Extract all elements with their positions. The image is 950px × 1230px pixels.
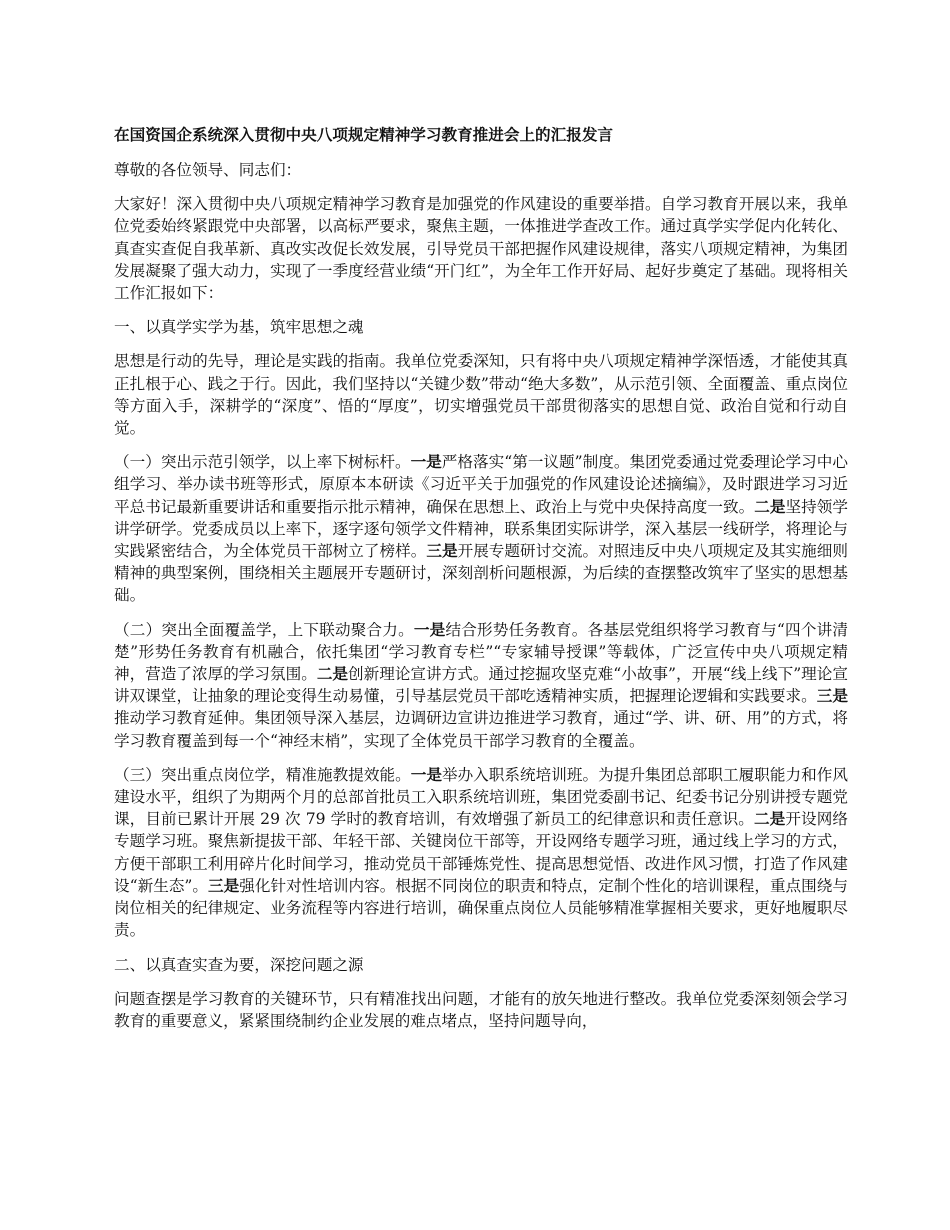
- subsection-lead: （二）突出全面覆盖学，上下联动聚合力。: [114, 620, 414, 639]
- section-2-intro: 问题查摆是学习教育的关键环节，只有精准找出问题，才能有的放矢地进行整改。我单位党委深刻领会学习教育的重要意义，紧紧围绕制约企业发展的难点堵点，坚持问题导向，: [114, 989, 848, 1030]
- keyword-first: 一是: [413, 619, 446, 639]
- keyword-second: 二是: [316, 664, 349, 684]
- document-page: [114, 124, 848, 1044]
- keyword-third: 三是: [816, 686, 848, 706]
- paragraph-text: 强化针对性培训内容。根据不同岗位的职责和特点，定制个性化的培训课程，重点围绕与岗位相关的纪律规定、业务流程等内容进行培训，确保重点岗位人员能够精准掌握相关要求，更好地履职尽责。: [114, 876, 848, 940]
- paragraph-text: 举办入职系统培训班。为提升集团总部职工履职能力和作风建设水平，组织了为期两个月的总部首批员工入职系统培训班，集团党委副书记、纪委书记分别讲授专题党课，目前已累计开展 29 次 79 学时的教育培训，有效增强了新员工的纪律意识和责任意识。: [114, 765, 848, 829]
- paragraph-text: 推动学习教育延伸。集团领导深入基层，边调研边宣讲边推进学习教育，通过“学、讲、研、用”的方式，将学习教育覆盖到每一个“神经末梢”，实现了全体党员干部学习教育的全覆盖。: [114, 709, 848, 750]
- keyword-third: 三是: [208, 875, 240, 895]
- paragraph-text: 坚持领学讲学研学。党委成员以上率下，逐字逐句领学文件精神，联系集团实际讲学，深入基层一线研学，将理论与实践紧密结合，为全体党员干部树立了榜样。: [114, 497, 848, 561]
- section-1-paragraph-1: [114, 451, 848, 606]
- keyword-second: 二是: [753, 809, 786, 829]
- section-2-heading: 二、以真查实查为要，深挖问题之源: [114, 955, 364, 974]
- document-title: 在国资国企系统深入贯彻中央八项规定精神学习教育推进会上的汇报发言: [114, 126, 614, 144]
- keyword-second: 二是: [754, 496, 786, 516]
- section-1-heading: 一、以真学实学为基，筑牢思想之魂: [114, 318, 364, 337]
- keyword-first: 一是: [410, 764, 442, 784]
- salutation: 尊敬的各位领导、同志们：: [114, 161, 302, 179]
- section-1-paragraph-3: [114, 764, 848, 942]
- keyword-first: 一是: [410, 452, 442, 472]
- paragraph-text: 开设网络专题学习班。聚焦新提拔干部、年轻干部、关键岗位干部等，开设网络专题学习班，通过线上学习的方式，方便干部职工利用碎片化时间学习，推动党员干部锤炼党性、提高思想觉悟、改进作风习惯，打造了作风建设“新生态”。: [114, 810, 848, 895]
- intro-paragraph: 大家好！深入贯彻中央八项规定精神学习教育是加强党的作风建设的重要举措。自学习教育开展以来，我单位党委始终紧跟党中央部署，以高标严要求，聚焦主题，一体推进学查改工作。通过真学实学促内化转化、真查实查促自我革新、真改实改促长效发展，引导党员干部把握作风建设规律，落实八项规定精神，为集团发展凝聚了强大动力，实现了一季度经营业绩“开门红”，为全年工作开好局、起好步奠定了基础。现将相关工作汇报如下：: [114, 195, 848, 303]
- section-1-paragraph-2: [114, 619, 848, 752]
- subsection-lead: （三）突出重点岗位学，精准施教提效能。: [114, 765, 411, 784]
- keyword-third: 三是: [426, 541, 458, 561]
- section-1-intro: 思想是行动的先导，理论是实践的指南。我单位党委深知，只有将中央八项规定精神学深悟透，才能使其真正扎根于心、践之于行。因此，我们坚持以“关键少数”带动“绝大多数”，从示范引领、全面覆盖、重点岗位等方面入手，深耕学的“深度”、悟的“厚度”，切实增强党员干部贯彻落实的思想自觉、政治自觉和行动自觉。: [114, 352, 848, 438]
- subsection-lead: （一）突出示范引领学，以上率下树标杆。: [114, 453, 411, 472]
- paragraph-text: 严格落实“第一议题”制度。集团党委通过党委理论学习中心组学习、举办读书班等形式，原原本本研读《习近平关于加强党的作风建设论述摘编》，及时跟进学习习近平总书记最新重要讲话和重要指示批示精神，确保在思想上、政治上与党中央保持高度一致。: [114, 453, 848, 516]
- paragraph-text: 开展专题研讨交流。对照违反中央八项规定及其实施细则精神的典型案例，围绕相关主题展开专题研讨，深刻剖析问题根源，为后续的查摆整改筑牢了坚实的思想基础。: [114, 542, 848, 605]
- paragraph-text: 结合形势任务教育。各基层党组织将学习教育与“四个讲清楚”形势任务教育有机融合，依托集团“学习教育专栏”“专家辅导授课”等载体，广泛宣传中央八项规定精神，营造了浓厚的学习氛围。: [114, 620, 848, 684]
- paragraph-text: 创新理论宣讲方式。通过挖掘攻坚克难“小故事”，开展“线上线下”理论宣讲双课堂，让抽象的理论变得生动易懂，引导基层党员干部吃透精神实质，把握理论逻辑和实践要求。: [114, 665, 848, 706]
